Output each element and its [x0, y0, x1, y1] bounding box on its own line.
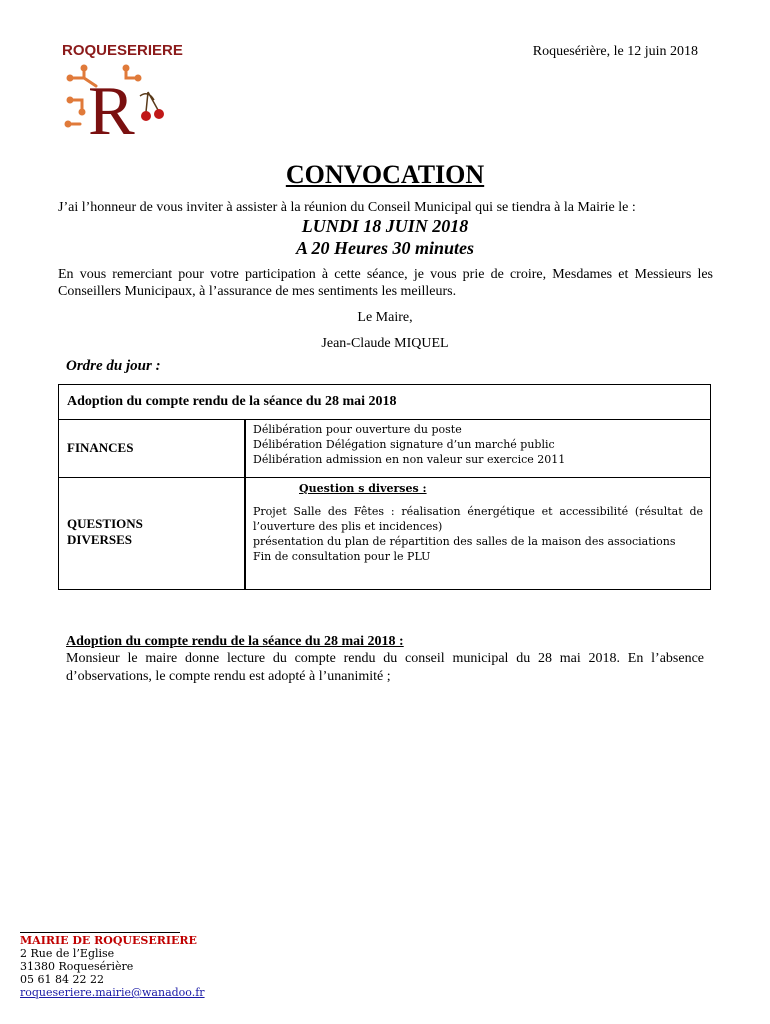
- questions-label-line1: QUESTIONS: [67, 516, 143, 531]
- list-item: Fin de consultation pour le PLU: [253, 550, 431, 563]
- list-item: Délibération admission en non valeur sur exercice 2011: [253, 453, 566, 466]
- minutes-body: Monsieur le maire donne lecture du compte rendu du conseil municipal du 28 mai 2018. En l’absence d’observations, le compte rendu est adopté à l’unanimité ;: [66, 651, 704, 684]
- agenda-adoption-text: Adoption du compte rendu de la séance du 28 mai 2018: [67, 394, 397, 409]
- document-date: Roquesérière, le 12 juin 2018: [532, 44, 698, 59]
- finances-label: FINANCES: [67, 440, 134, 455]
- agenda-row-questions: [59, 478, 710, 589]
- signer-role: Le Maire,: [357, 310, 413, 325]
- document-title: CONVOCATION: [285, 160, 485, 189]
- questions-label: [67, 516, 143, 548]
- logo: [62, 42, 183, 144]
- agenda-table: [58, 384, 711, 590]
- meeting-date: LUNDI 18 JUIN 2018: [301, 216, 469, 236]
- questions-label-line2: DIVERSES: [67, 532, 133, 547]
- agenda-row-adoption: [59, 385, 710, 420]
- footer-email-link[interactable]: roqueseriere.mairie@wanadoo.fr: [20, 986, 205, 999]
- footer-divider: [20, 932, 180, 933]
- signer-name: Jean-Claude MIQUEL: [321, 336, 449, 351]
- roqueseriere-logo-icon: [62, 60, 172, 144]
- footer-address-line1: 2 Rue de l’Eglise: [20, 947, 115, 960]
- svg-text:R: R: [88, 73, 135, 144]
- thanks-paragraph: En vous remerciant pour votre participation à cette séance, je vous prie de croire, Mesdames et Messieurs les Conseillers Municipaux, à l’assurance de mes sentiments les meilleurs.: [58, 267, 713, 299]
- questions-title: Question s diverses :: [299, 482, 427, 495]
- agenda-heading: Ordre du jour :: [66, 358, 161, 374]
- questions-items: [253, 504, 703, 564]
- footer-phone: 05 61 84 22 22: [20, 973, 104, 986]
- list-item: présentation du plan de répartition des salles de la maison des associations: [253, 535, 676, 548]
- table-column-divider: [244, 420, 246, 589]
- list-item: Projet Salle des Fêtes : réalisation énergétique et accessibilité (résultat de l’ouverture des plis et incidences): [253, 505, 703, 533]
- agenda-row-finances: [59, 420, 710, 478]
- minutes-heading: Adoption du compte rendu de la séance du 28 mai 2018 :: [66, 634, 404, 649]
- list-item: Délibération Délégation signature d’un marché public: [253, 438, 555, 451]
- footer-org: MAIRIE DE ROQUESERIERE: [20, 934, 197, 947]
- meeting-time: A 20 Heures 30 minutes: [295, 238, 475, 258]
- finances-items: [253, 422, 703, 467]
- footer-address-line2: 31380 Roquesérière: [20, 960, 134, 973]
- logo-text: ROQUESERIERE: [62, 42, 183, 59]
- list-item: Délibération pour ouverture du poste: [253, 423, 462, 436]
- footer: [20, 934, 205, 999]
- invitation-text: J’ai l’honneur de vous inviter à assister à la réunion du Conseil Municipal qui se tiendra à la Mairie le :: [58, 200, 636, 215]
